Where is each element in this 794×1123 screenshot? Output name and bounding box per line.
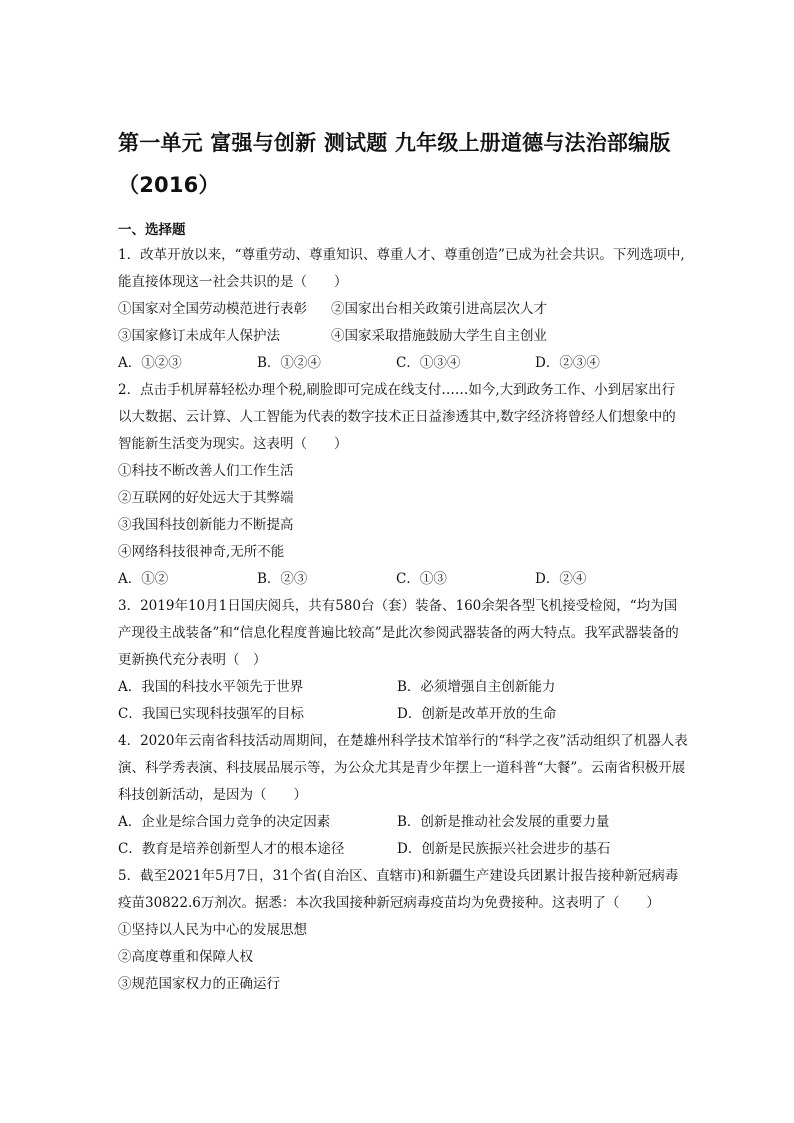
option-b[interactable]: B．②③ (257, 571, 308, 587)
question-2-options (118, 566, 688, 593)
question-1-stem: 1．改革开放以来，“尊重劳动、尊重知识、尊重人才、尊重创造”已成为社会共识。下列选项中,能直接体现这一社会共识的是（ ） (118, 247, 685, 290)
option-a[interactable]: A．我国的科技水平领先于世界 (118, 679, 304, 695)
option-b[interactable]: B．必须增强自主创新能力 (397, 679, 556, 695)
statement: ②国家出台相关政策引进高层次人才 (331, 301, 547, 317)
question-list (118, 242, 688, 998)
statement: ①国家对全国劳动模范进行表彰 (118, 301, 307, 317)
option-d[interactable]: D．创新是改革开放的生命 (397, 706, 557, 722)
question-4-options-row2 (118, 836, 688, 863)
option-c[interactable]: C．①③ (396, 571, 447, 587)
question-3-options-row2 (118, 701, 688, 728)
page-title: 第一单元 富强与创新 测试题 九年级上册道德与法治部编版（2016） (118, 131, 671, 197)
option-c[interactable]: C．我国已实现科技强军的目标 (118, 706, 304, 722)
option-a[interactable]: A．①② (118, 571, 169, 587)
statement: ③我国科技创新能力不断提高 (118, 517, 294, 533)
statement: ③规范国家权力的正确运行 (118, 976, 280, 992)
question-3-stem: 3．2019年10月1日国庆阅兵，共有580台（套）装备、160余架各型飞机接受检阅，“均为国产现役主战装备”和“信息化程度普遍比较高”是此次参阅武器装备的两大特点。我军武器装备的更新换代充分表明（ ） (118, 598, 679, 668)
option-b[interactable]: B．①②④ (257, 355, 321, 371)
question-4-options-row1 (118, 809, 688, 836)
question-1-options (118, 350, 688, 377)
statement: ④网络科技很神奇,无所不能 (118, 544, 285, 560)
option-d[interactable]: D．创新是民族振兴社会进步的基石 (397, 841, 611, 857)
statement: ①坚持以人民为中心的发展思想 (118, 922, 307, 938)
question-2-stem: 2．点击手机屏幕轻松办理个税,刷脸即可完成在线支付……如今,大到政务工作、小到居家出行以大数据、云计算、人工智能为代表的数字技术正日益渗透其中,数字经济将曾经人们想象中的智能新生活变为现实。这表明（ ） (118, 382, 676, 452)
option-a[interactable]: A．企业是综合国力竞争的决定因素 (118, 814, 331, 830)
option-d[interactable]: D．②④ (535, 571, 587, 587)
option-b[interactable]: B．创新是推动社会发展的重要力量 (397, 814, 610, 830)
question-1-statements-row1 (118, 296, 688, 323)
option-c[interactable]: C．①③④ (396, 355, 461, 371)
question-1-statements-row2 (118, 323, 688, 350)
question-4-stem: 4．2020年云南省科技活动周期间，在楚雄州科学技术馆举行的“科学之夜”活动组织了机器人表演、科学秀表演、科技展品展示等，为公众尤其是青少年摆上一道科普“大餐”。云南省积极开展科技创新活动，是因为（ ） (118, 733, 688, 803)
option-d[interactable]: D．②③④ (535, 355, 600, 371)
option-c[interactable]: C．教育是培养创新型人才的根本途径 (118, 841, 345, 857)
question-5-stem: 5．截至2021年5月7日，31个省(自治区、直辖市)和新疆生产建设兵团累计报告接种新冠病毒疫苗30822.6万剂次。据悉：本次我国接种新冠病毒疫苗均为免费接种。这表明了（ ） (118, 868, 679, 911)
statement: ①科技不断改善人们工作生活 (118, 463, 294, 479)
statement: ③国家修订未成年人保护法 (118, 328, 280, 344)
statement: ②高度尊重和保障人权 (118, 949, 253, 965)
statement: ④国家采取措施鼓励大学生自主创业 (331, 328, 547, 344)
question-3-options-row1 (118, 674, 688, 701)
section-heading: 一、选择题 (118, 222, 186, 238)
option-a[interactable]: A．①②③ (118, 355, 182, 371)
statement: ②互联网的好处远大于其弊端 (118, 490, 294, 506)
